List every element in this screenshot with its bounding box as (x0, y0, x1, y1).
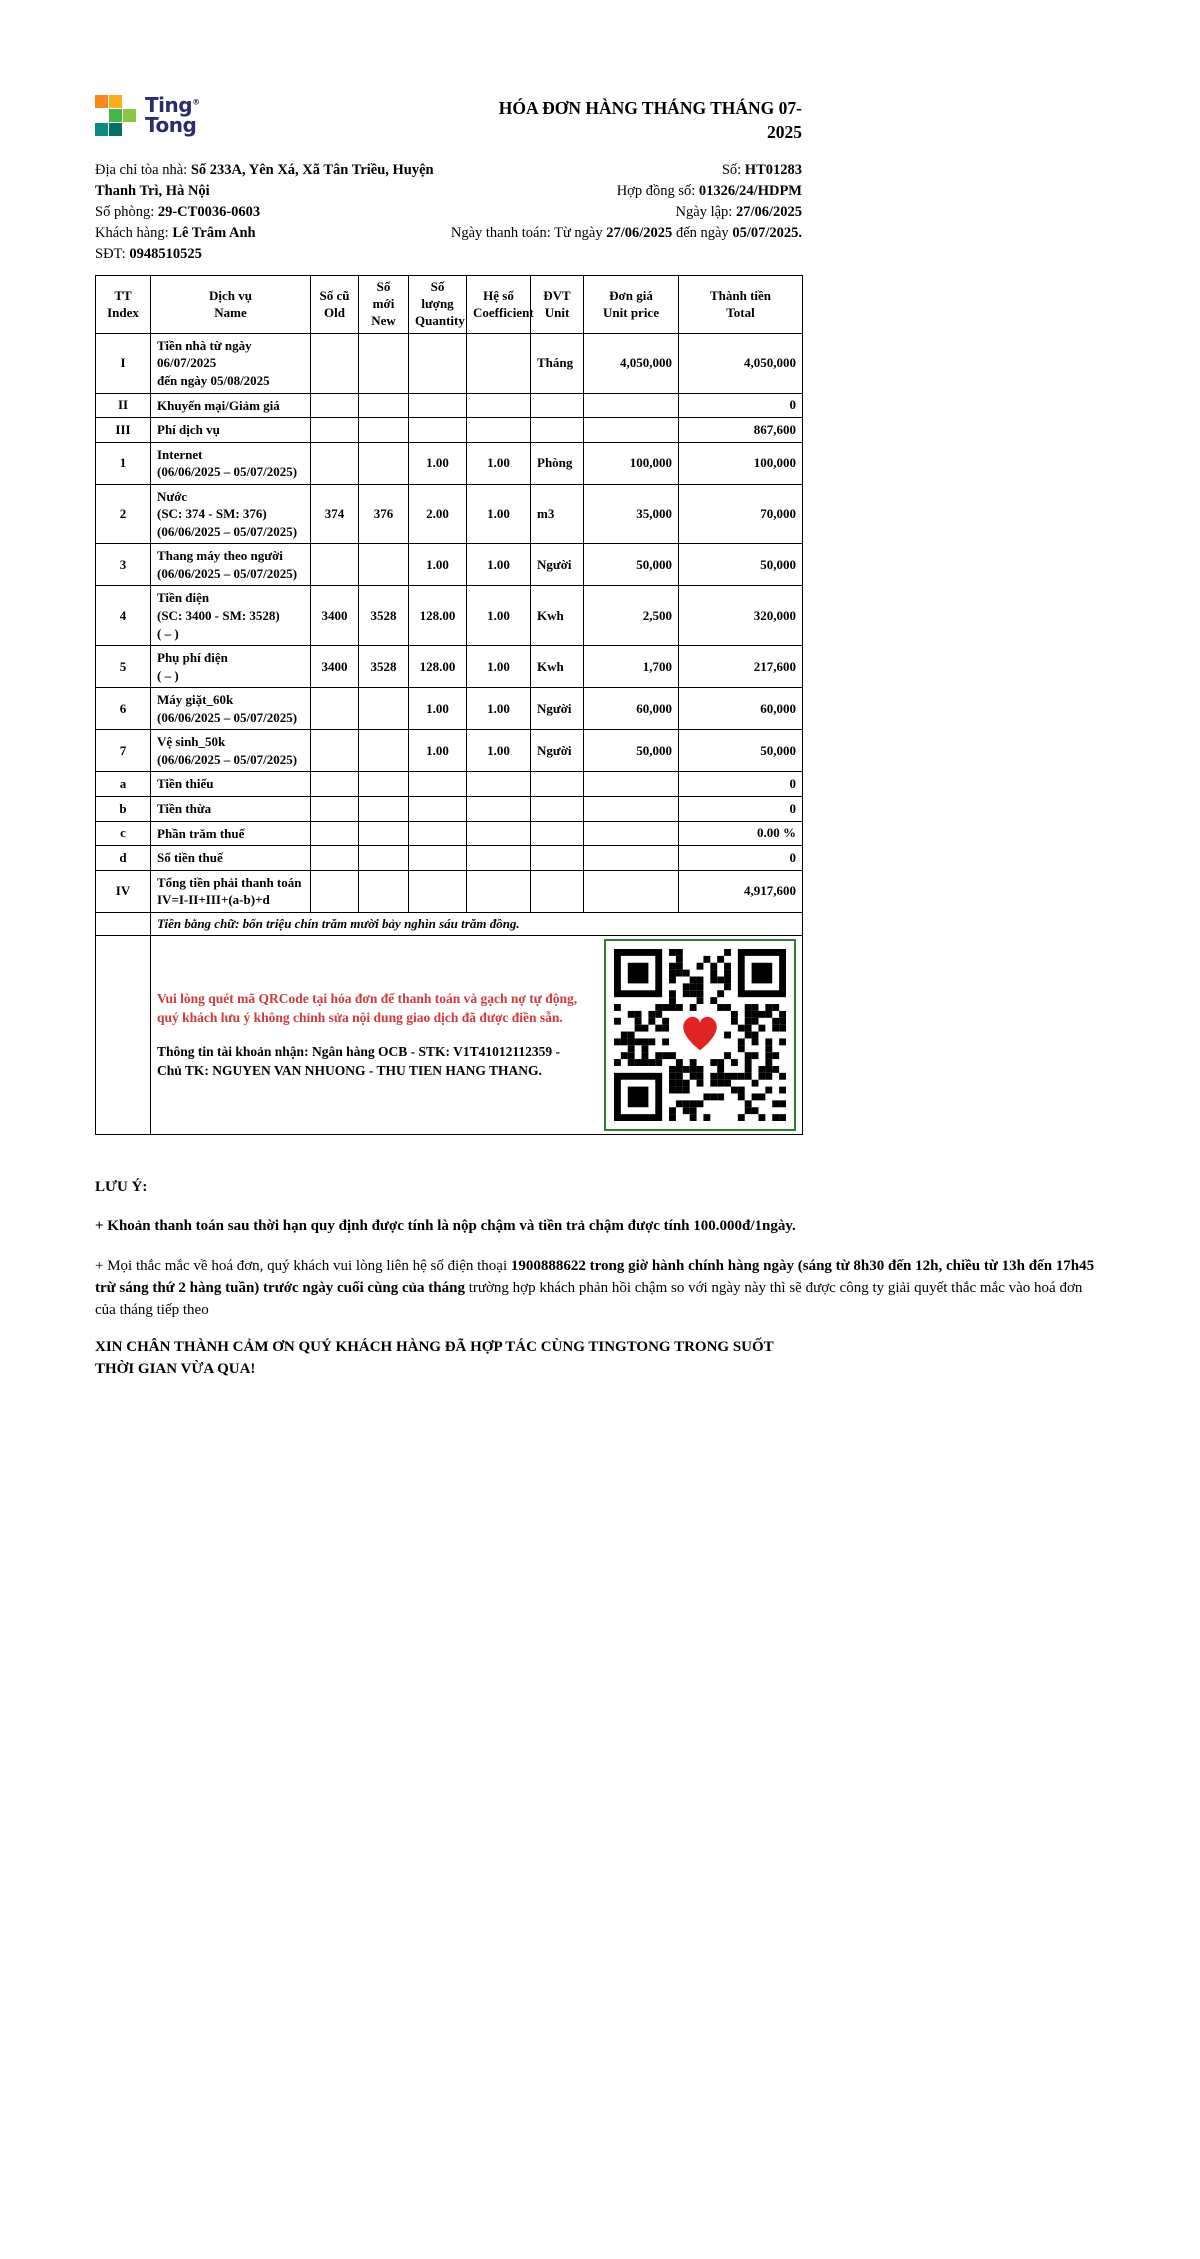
cell-old (311, 688, 359, 730)
cell-total: 0 (679, 796, 803, 821)
text-segment: trường hợp khách phản hồi chậm so với ngày này thì sẽ được công ty giải quyết thắc mắc vào hoá đơn của tháng tiếp theo (95, 1279, 1083, 1318)
qr-instructions (157, 989, 588, 1081)
logo-pixel (123, 109, 136, 122)
text-segment: 29-CT0036-0603 (157, 204, 261, 221)
qr-row (96, 935, 803, 1134)
invoice-table (95, 275, 803, 1134)
invoice-meta (451, 160, 802, 244)
column-header: Thành tiền Total (679, 276, 803, 334)
cell-coef (467, 333, 531, 393)
cell-tt: 7 (96, 730, 151, 772)
text-segment: . (538, 1063, 542, 1079)
invoice-table-footer (96, 912, 803, 1134)
cell-old (311, 333, 359, 393)
cell-total: 4,917,600 (679, 870, 803, 912)
text-segment: trước ngày cuối cùng của tháng (259, 1279, 465, 1296)
thank-you-note: XIN CHÂN THÀNH CẢM ƠN QUÝ KHÁCH HÀNG ĐÃ HỢP TÁC CÙNG TINGTONG TRONG SUỐT THỜI GIAN VỪA QUA! (95, 1339, 774, 1378)
cell-old (311, 544, 359, 586)
tingtong-logo (95, 92, 200, 137)
cell-coef (467, 772, 531, 797)
cell-price: 2,500 (584, 586, 679, 646)
text-segment: + Mọi thắc mắc về hoá đơn, quý khách vui lòng liên hệ số điện thoại (95, 1258, 511, 1275)
cell-unit (531, 772, 584, 797)
cell-service: Phần trăm thuế (151, 821, 311, 846)
customer-phone (95, 244, 440, 265)
cell-price (584, 418, 679, 443)
text-segment: đến ngày (672, 225, 733, 242)
cell-total: 0 (679, 846, 803, 871)
room-number (95, 202, 440, 223)
text-segment: HT01283 (744, 162, 802, 179)
table-row (96, 418, 803, 443)
cell-price (584, 846, 679, 871)
cell-old: 3400 (311, 586, 359, 646)
contract-number (451, 181, 802, 202)
text-segment: 05/07/2025. (732, 225, 802, 242)
cell-tt-empty (96, 912, 151, 935)
text-segment: 27/06/2025 (606, 225, 673, 242)
customer-info (95, 160, 440, 265)
cell-service: Thang máy theo người (06/06/2025 – 05/07/2025) (151, 544, 311, 586)
cell-new (359, 544, 409, 586)
text-segment: Lê Trâm Anh (172, 225, 256, 242)
table-row (96, 796, 803, 821)
cell-tt: III (96, 418, 151, 443)
invoice-header (95, 92, 802, 144)
column-header: Số mới New (359, 276, 409, 334)
text-segment: Thông tin tài khoản nhận: Ngân hàng OCB - STK: (157, 1043, 454, 1059)
table-row (96, 586, 803, 646)
cell-tt: I (96, 333, 151, 393)
cell-total: 0 (679, 393, 803, 418)
cell-service: Phụ phí điện ( – ) (151, 646, 311, 688)
cell-service: Tiền thừa (151, 796, 311, 821)
cell-new: 3528 (359, 586, 409, 646)
table-row (96, 730, 803, 772)
invoice-table-head (96, 276, 803, 334)
cell-old (311, 418, 359, 443)
cell-qty (409, 846, 467, 871)
cell-tt: 6 (96, 688, 151, 730)
cell-price (584, 772, 679, 797)
text-segment: Ngày lập: (675, 204, 736, 221)
cell-qty (409, 796, 467, 821)
table-row (96, 846, 803, 871)
cell-unit: Kwh (531, 646, 584, 688)
hotline-note (95, 1256, 1105, 1321)
cell-tt: 5 (96, 646, 151, 688)
cell-old (311, 393, 359, 418)
cell-tt: 1 (96, 442, 151, 484)
cell-total: 50,000 (679, 544, 803, 586)
logo-pixel (95, 123, 108, 136)
cell-qty (409, 870, 467, 912)
cell-price: 100,000 (584, 442, 679, 484)
cell-coef (467, 870, 531, 912)
column-header: Dịch vụ Name (151, 276, 311, 334)
cell-old (311, 442, 359, 484)
cell-qty: 2.00 (409, 484, 467, 544)
column-header: Số cũ Old (311, 276, 359, 334)
cell-price: 50,000 (584, 544, 679, 586)
bank-account-info (157, 1042, 588, 1081)
cell-qty: 128.00 (409, 646, 467, 688)
cell-qty (409, 333, 467, 393)
tingtong-logo-text (145, 92, 200, 137)
cell-new: 376 (359, 484, 409, 544)
cell-old (311, 846, 359, 871)
cell-old (311, 730, 359, 772)
cell-unit (531, 870, 584, 912)
cell-qty: 1.00 (409, 730, 467, 772)
text-segment: bốn triệu chín trăm mười bảy nghìn sáu trăm đồng. (242, 915, 520, 931)
table-row (96, 688, 803, 730)
cell-qty (409, 772, 467, 797)
cell-coef (467, 796, 531, 821)
cell-service: Khuyến mại/Giảm giá (151, 393, 311, 418)
cell-old: 374 (311, 484, 359, 544)
cell-tt: 2 (96, 484, 151, 544)
logo-word-tong: Tong (145, 112, 197, 137)
cell-price: 60,000 (584, 688, 679, 730)
text-segment: - Chủ TK: (157, 1043, 560, 1079)
qr-code-image (614, 949, 786, 1121)
cell-new (359, 870, 409, 912)
cell-unit (531, 418, 584, 443)
text-segment: 1900888622 trong giờ hành chính hàng ngày (sáng từ 8h30 đến 12h, chiều từ 13h đến 17h45 trừ sáng thứ 2 hàng tuần) (95, 1258, 1095, 1296)
table-row (96, 821, 803, 846)
cell-new (359, 418, 409, 443)
cell-service: Tiền điện (SC: 3400 - SM: 3528) ( – ) (151, 586, 311, 646)
cell-price (584, 821, 679, 846)
table-row (96, 646, 803, 688)
cell-new (359, 442, 409, 484)
cell-old: 3400 (311, 646, 359, 688)
text-segment: Số phòng: (95, 204, 158, 221)
cell-unit: Người (531, 544, 584, 586)
cell-coef: 1.00 (467, 484, 531, 544)
qr-payment-cell (151, 935, 803, 1134)
cell-coef: 1.00 (467, 442, 531, 484)
cell-old (311, 821, 359, 846)
cell-tt: 4 (96, 586, 151, 646)
text-segment: Hợp đồng số: (616, 183, 699, 200)
cell-unit: Phòng (531, 442, 584, 484)
cell-new (359, 796, 409, 821)
cell-unit: Tháng (531, 333, 584, 393)
invoice-footer (95, 1177, 1105, 1381)
table-row (96, 442, 803, 484)
cell-service: Số tiền thuế (151, 846, 311, 871)
cell-total: 100,000 (679, 442, 803, 484)
cell-service: Máy giặt_60k (06/06/2025 – 05/07/2025) (151, 688, 311, 730)
cell-unit: Kwh (531, 586, 584, 646)
column-header: ĐVT Unit (531, 276, 584, 334)
table-header-row (96, 276, 803, 334)
text-segment: Vui lòng quét mã QRCode tại hóa đơn để thanh toán và gạch nợ tự động, quý khách lưu ý không chỉnh sửa nội dung giao dịch đã được điền sẵn. (157, 990, 578, 1026)
building-address (95, 160, 440, 202)
cell-service: Phí dịch vụ (151, 418, 311, 443)
cell-total: 70,000 (679, 484, 803, 544)
cell-service: Tiền thiếu (151, 772, 311, 797)
cell-tt: IV (96, 870, 151, 912)
cell-tt: b (96, 796, 151, 821)
cell-price (584, 393, 679, 418)
cell-price: 35,000 (584, 484, 679, 544)
cell-price: 50,000 (584, 730, 679, 772)
text-segment: Số 233A, Yên Xá, Xã Tân Triều, Huyện Thanh Trì, Hà Nội (95, 162, 434, 200)
cell-coef: 1.00 (467, 688, 531, 730)
cell-price (584, 796, 679, 821)
notes-title: LƯU Ý: (95, 1178, 148, 1195)
text-segment: Địa chỉ tòa nhà: (95, 162, 191, 179)
qr-notice-text (157, 989, 588, 1028)
table-row (96, 484, 803, 544)
cell-qty (409, 393, 467, 418)
cell-unit (531, 393, 584, 418)
table-row (96, 544, 803, 586)
cell-new (359, 772, 409, 797)
cell-old (311, 796, 359, 821)
text-segment: 0948510525 (129, 246, 202, 263)
cell-service: Vệ sinh_50k (06/06/2025 – 05/07/2025) (151, 730, 311, 772)
text-segment: Tiền bằng chữ: (157, 915, 243, 931)
cell-unit (531, 821, 584, 846)
invoice-number (451, 160, 802, 181)
text-segment: V1T41012112359 (453, 1043, 553, 1059)
cell-qty: 1.00 (409, 442, 467, 484)
text-segment: 01326/24/HDPM (698, 183, 802, 200)
cell-new (359, 393, 409, 418)
cell-coef: 1.00 (467, 544, 531, 586)
text-segment: + Khoản thanh toán sau thời hạn quy định được tính là nộp chậm và tiền trả chậm được tính 100.000đ/1ngày. (95, 1218, 796, 1235)
table-row (96, 870, 803, 912)
cell-qty: 1.00 (409, 544, 467, 586)
cell-price (584, 870, 679, 912)
column-header: TT Index (96, 276, 151, 334)
text-segment: Ngày thanh toán: Từ ngày (450, 225, 607, 242)
cell-total: 0.00 % (679, 821, 803, 846)
cell-service: Tiền nhà từ ngày 06/07/2025 đến ngày 05/08/2025 (151, 333, 311, 393)
cell-total: 320,000 (679, 586, 803, 646)
column-header: Số lượng Quantity (409, 276, 467, 334)
cell-coef (467, 821, 531, 846)
invoice-info (95, 160, 802, 265)
table-row (96, 772, 803, 797)
cell-tt: c (96, 821, 151, 846)
column-header: Đơn giá Unit price (584, 276, 679, 334)
cell-new (359, 730, 409, 772)
cell-coef: 1.00 (467, 730, 531, 772)
logo-pixel (95, 95, 108, 108)
text-segment: Số: (721, 162, 745, 179)
late-payment-note (95, 1216, 1105, 1238)
logo-pixel (109, 109, 122, 122)
cell-total: 60,000 (679, 688, 803, 730)
logo-pixel (109, 123, 122, 136)
column-header: Hệ số Coefficient (467, 276, 531, 334)
payment-period (451, 223, 802, 244)
table-row (96, 393, 803, 418)
cell-service: Nước (SC: 374 - SM: 376) (06/06/2025 – 05/07/2025) (151, 484, 311, 544)
cell-price: 4,050,000 (584, 333, 679, 393)
cell-qty (409, 418, 467, 443)
invoice-title: HÓA ĐƠN HÀNG THÁNG THÁNG 07-2025 (498, 98, 802, 142)
cell-coef (467, 393, 531, 418)
issue-date (451, 202, 802, 223)
cell-qty (409, 821, 467, 846)
table-row (96, 333, 803, 393)
cell-qty: 128.00 (409, 586, 467, 646)
text-segment: Khách hàng: (95, 225, 173, 242)
cell-tt: a (96, 772, 151, 797)
cell-tt: 3 (96, 544, 151, 586)
cell-coef: 1.00 (467, 586, 531, 646)
cell-tt-empty (96, 935, 151, 1134)
cell-new (359, 846, 409, 871)
text-segment: SĐT: (95, 246, 130, 263)
cell-coef: 1.00 (467, 646, 531, 688)
text-segment: NGUYEN VAN NHUONG - THU TIEN HANG THANG (212, 1063, 539, 1079)
cell-unit (531, 796, 584, 821)
cell-total: 217,600 (679, 646, 803, 688)
cell-unit (531, 846, 584, 871)
cell-service: Tổng tiền phải thanh toán IV=I-II+III+(a-b)+d (151, 870, 311, 912)
cell-unit: Người (531, 688, 584, 730)
cell-old (311, 772, 359, 797)
cell-unit: Người (531, 730, 584, 772)
invoice-table-rows (96, 333, 803, 912)
payment-qr-code (604, 939, 796, 1131)
cell-new (359, 821, 409, 846)
registered-mark: ® (192, 97, 200, 107)
cell-coef (467, 418, 531, 443)
text-segment: 27/06/2025 (735, 204, 802, 221)
amount-in-words-row (96, 912, 803, 935)
cell-total: 4,050,000 (679, 333, 803, 393)
cell-total: 0 (679, 772, 803, 797)
cell-price: 1,700 (584, 646, 679, 688)
cell-coef (467, 846, 531, 871)
tingtong-logo-icon (95, 95, 136, 136)
amount-in-words (151, 912, 803, 935)
cell-new: 3528 (359, 646, 409, 688)
cell-new (359, 333, 409, 393)
cell-total: 867,600 (679, 418, 803, 443)
cell-tt: II (96, 393, 151, 418)
cell-unit: m3 (531, 484, 584, 544)
cell-old (311, 870, 359, 912)
cell-tt: d (96, 846, 151, 871)
cell-new (359, 688, 409, 730)
logo-word-ting: Ting (145, 92, 193, 117)
customer-name (95, 223, 440, 244)
cell-service: Internet (06/06/2025 – 05/07/2025) (151, 442, 311, 484)
logo-pixel (109, 95, 122, 108)
cell-qty: 1.00 (409, 688, 467, 730)
cell-total: 50,000 (679, 730, 803, 772)
